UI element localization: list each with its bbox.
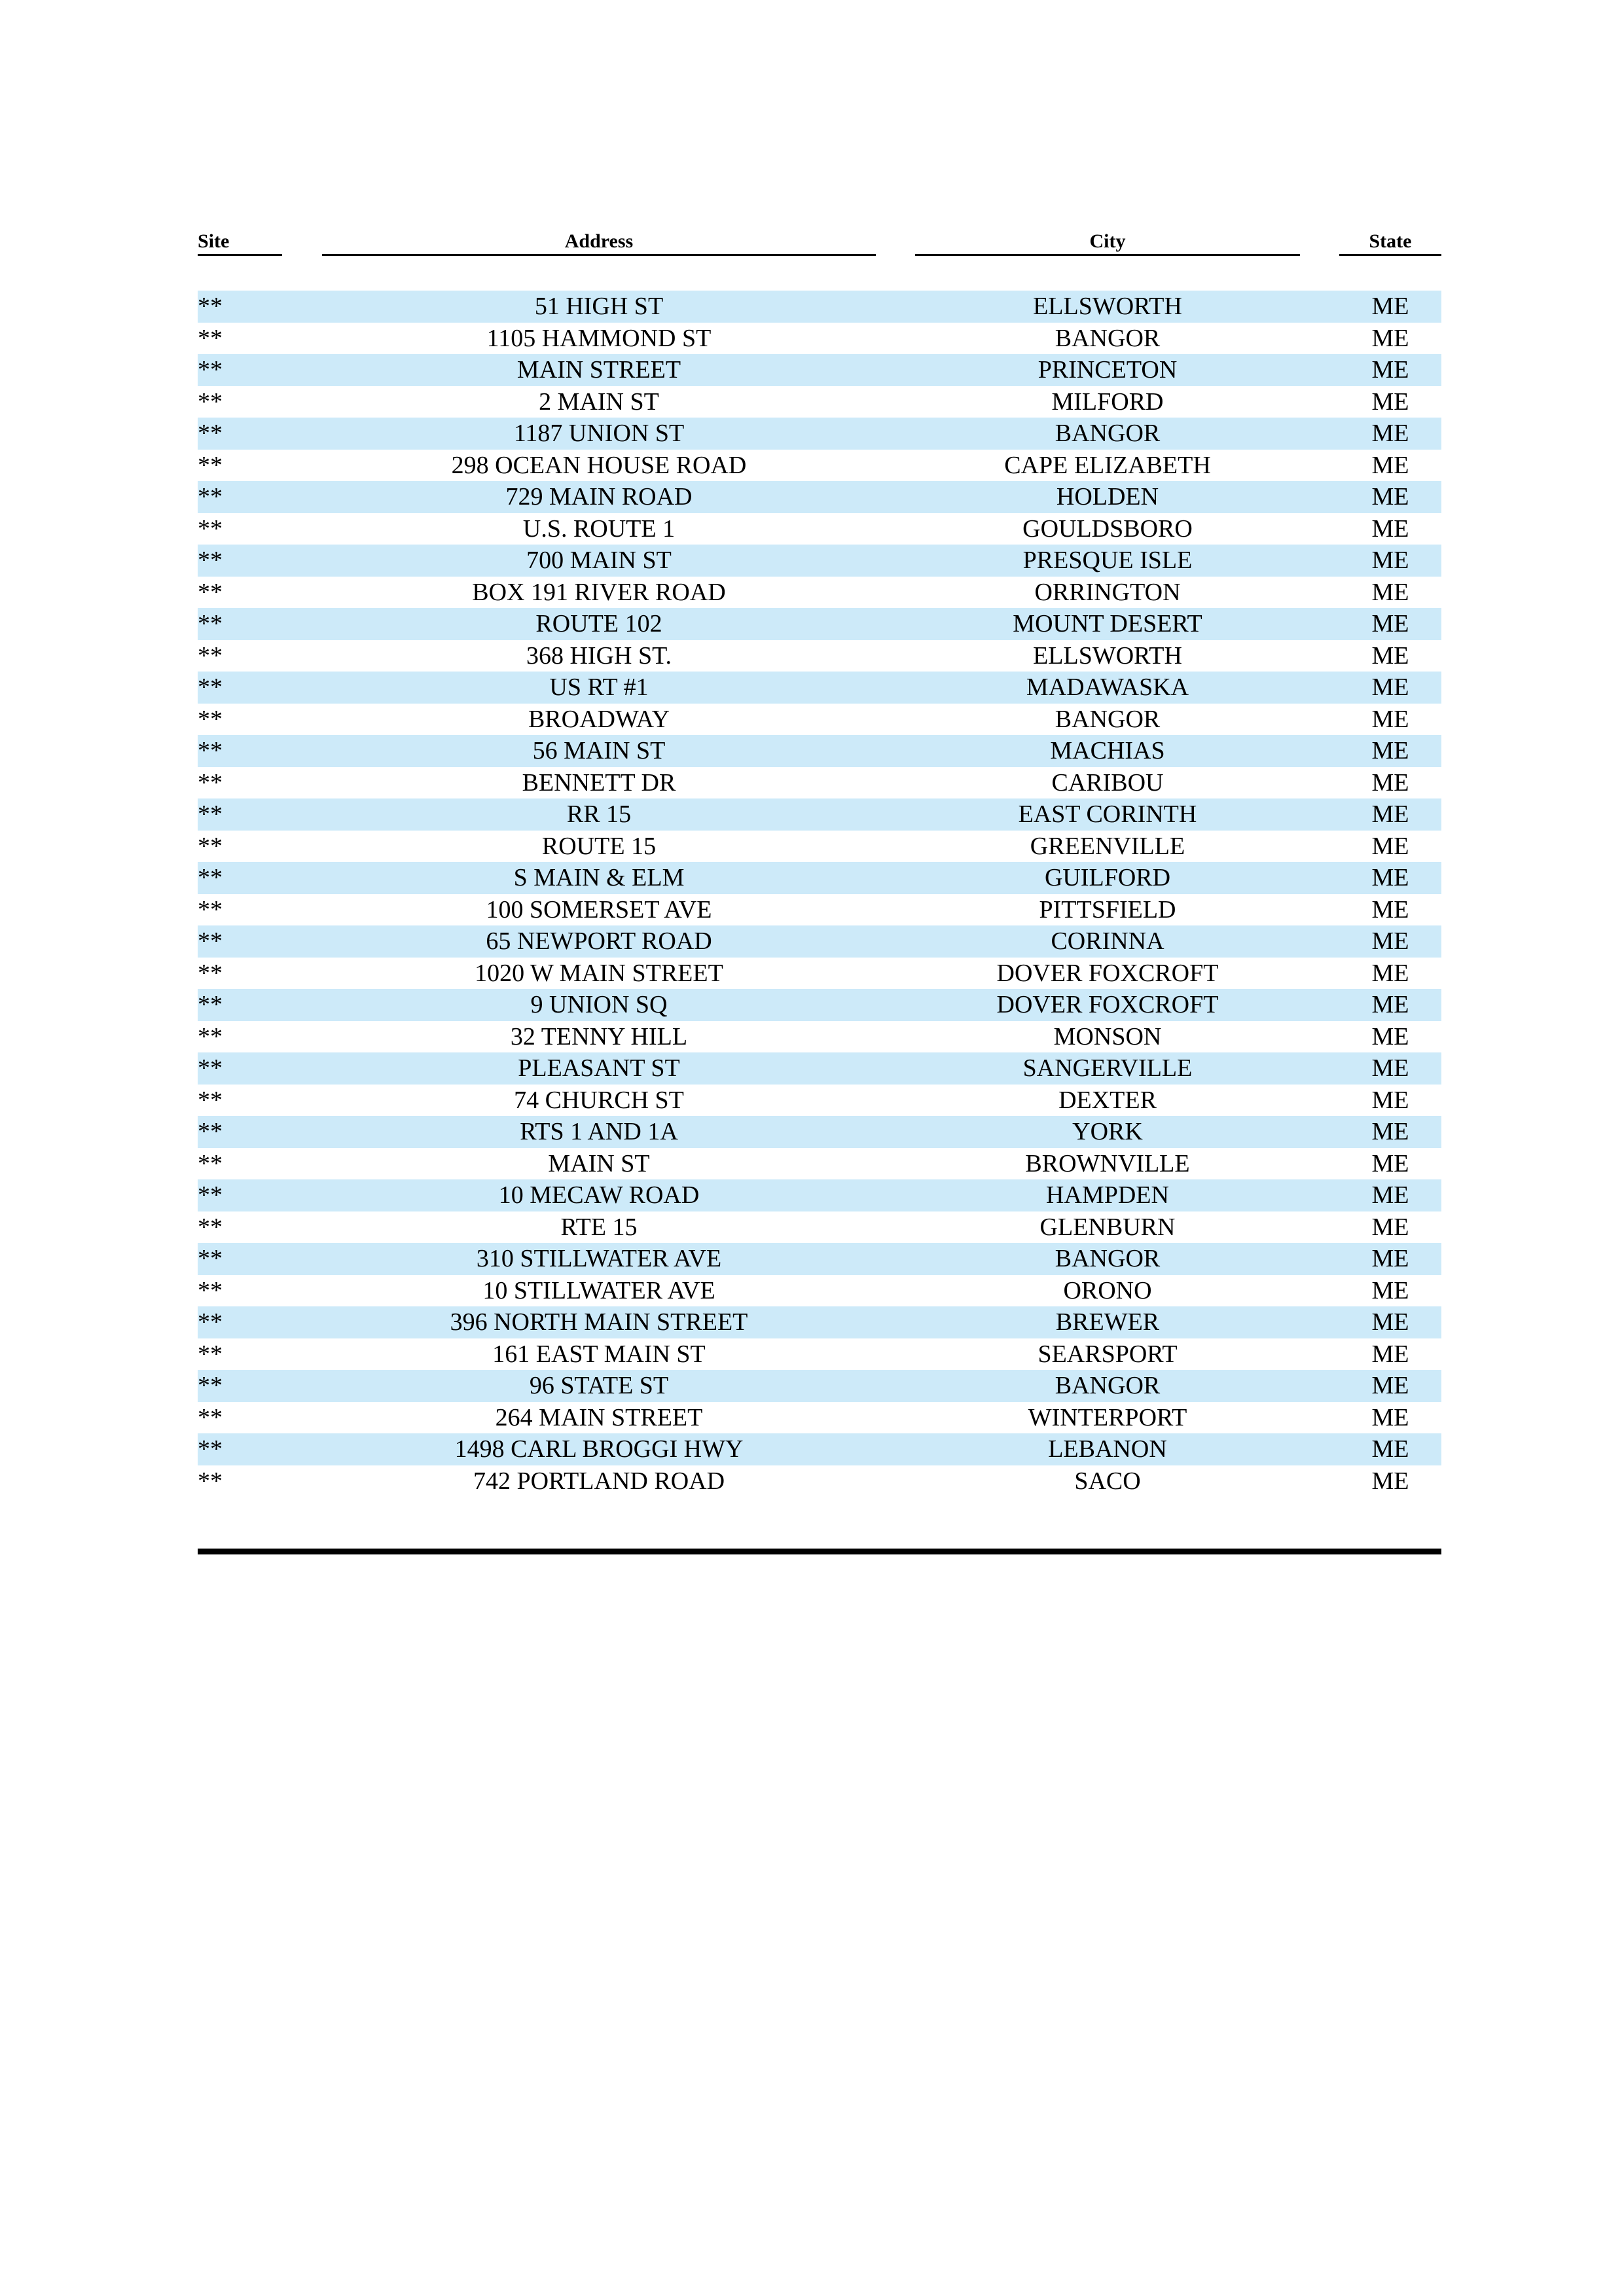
cell-city: EAST CORINTH xyxy=(1018,800,1197,828)
cell-city: MILFORD xyxy=(1051,387,1164,416)
table-row xyxy=(198,1433,1441,1465)
cell-state: ME xyxy=(1371,832,1409,860)
cell-city: MACHIAS xyxy=(1050,737,1165,764)
cell-city: SACO xyxy=(1074,1467,1141,1495)
table-body xyxy=(198,291,1441,1497)
cell-site: ** xyxy=(198,1022,223,1050)
table-row xyxy=(198,989,1441,1021)
cell-address: 2 MAIN ST xyxy=(539,387,659,416)
cell-state: ME xyxy=(1371,768,1409,797)
cell-state: ME xyxy=(1371,959,1409,987)
cell-address: 264 MAIN STREET xyxy=(495,1403,703,1431)
cell-address: 10 STILLWATER AVE xyxy=(482,1276,715,1304)
table-row xyxy=(198,1243,1441,1275)
cell-address: US RT #1 xyxy=(549,673,649,701)
cell-city: BANGOR xyxy=(1055,1245,1161,1272)
cell-address: PLEASANT ST xyxy=(518,1054,680,1082)
cell-state: ME xyxy=(1371,800,1409,828)
cell-state: ME xyxy=(1371,1340,1409,1368)
cell-address: 65 NEWPORT ROAD xyxy=(486,927,712,955)
cell-state: ME xyxy=(1371,895,1409,924)
cell-address: BROADWAY xyxy=(528,705,670,733)
cell-address: 9 UNION SQ xyxy=(530,991,668,1018)
cell-address: 742 PORTLAND ROAD xyxy=(473,1467,725,1495)
cell-address: 1020 W MAIN STREET xyxy=(475,959,723,987)
cell-site: ** xyxy=(198,959,223,987)
cell-state: ME xyxy=(1371,610,1409,637)
table-row xyxy=(198,608,1441,640)
cell-city: MONSON xyxy=(1053,1022,1162,1050)
cell-address: 368 HIGH ST. xyxy=(526,641,672,670)
table-row xyxy=(198,1211,1441,1244)
cell-state: ME xyxy=(1371,387,1409,416)
table-row xyxy=(198,1179,1441,1211)
cell-site: ** xyxy=(198,991,223,1018)
cell-site: ** xyxy=(198,864,223,891)
cell-city: BANGOR xyxy=(1055,1372,1161,1399)
cell-address: 74 CHURCH ST xyxy=(514,1086,684,1114)
cell-city: SANGERVILLE xyxy=(1022,1054,1193,1082)
table-row xyxy=(198,481,1441,513)
cell-address: 32 TENNY HILL xyxy=(510,1022,688,1050)
table-row xyxy=(198,672,1441,704)
cell-address: 56 MAIN ST xyxy=(532,737,666,764)
table-row xyxy=(198,1306,1441,1338)
cell-site: ** xyxy=(198,705,223,733)
cell-city: BANGOR xyxy=(1055,324,1161,352)
cell-city: BREWER xyxy=(1055,1308,1160,1336)
table-row xyxy=(198,418,1441,450)
cell-address: 96 STATE ST xyxy=(529,1372,669,1399)
table-row xyxy=(198,798,1441,831)
table-row xyxy=(198,1052,1441,1085)
cell-city: DEXTER xyxy=(1058,1086,1157,1114)
cell-city: PRESQUE ISLE xyxy=(1022,547,1193,574)
cell-state: ME xyxy=(1371,1054,1409,1082)
cell-city: CARIBOU xyxy=(1051,768,1164,797)
cell-city: CORINNA xyxy=(1051,927,1164,955)
table-row xyxy=(198,894,1441,926)
column-header-site: Site xyxy=(198,230,282,256)
cell-site: ** xyxy=(198,356,223,384)
cell-state: ME xyxy=(1371,1276,1409,1304)
cell-address: S MAIN & ELM xyxy=(513,864,685,891)
cell-state: ME xyxy=(1371,293,1409,320)
site-address-table xyxy=(198,230,1441,1495)
table-row xyxy=(198,545,1441,577)
cell-city: PRINCETON xyxy=(1038,356,1178,384)
cell-state: ME xyxy=(1371,1086,1409,1114)
cell-site: ** xyxy=(198,578,223,606)
cell-state: ME xyxy=(1371,483,1409,511)
cell-site: ** xyxy=(198,737,223,764)
cell-site: ** xyxy=(198,1467,223,1495)
cell-site: ** xyxy=(198,1181,223,1209)
cell-site: ** xyxy=(198,1403,223,1431)
table-row xyxy=(198,1275,1441,1307)
cell-state: ME xyxy=(1371,420,1409,447)
cell-state: ME xyxy=(1371,673,1409,701)
cell-city: GOULDSBORO xyxy=(1022,514,1193,543)
cell-site: ** xyxy=(198,1245,223,1272)
cell-state: ME xyxy=(1371,1435,1409,1463)
cell-city: YORK xyxy=(1072,1118,1143,1145)
table-row xyxy=(198,291,1441,323)
table-row xyxy=(198,1465,1441,1498)
cell-city: ORRINGTON xyxy=(1034,578,1181,606)
cell-address: RTE 15 xyxy=(560,1213,638,1241)
table-header-row xyxy=(198,230,1441,257)
cell-site: ** xyxy=(198,1340,223,1368)
cell-state: ME xyxy=(1371,1022,1409,1050)
cell-city: SEARSPORT xyxy=(1038,1340,1178,1368)
cell-city: ELLSWORTH xyxy=(1033,641,1182,670)
cell-address: U.S. ROUTE 1 xyxy=(522,514,676,543)
table-row xyxy=(198,354,1441,386)
cell-site: ** xyxy=(198,927,223,955)
cell-state: ME xyxy=(1371,1213,1409,1241)
table-row xyxy=(198,704,1441,736)
cell-address: 10 MECAW ROAD xyxy=(498,1181,700,1209)
cell-state: ME xyxy=(1371,1118,1409,1145)
cell-address: ROUTE 102 xyxy=(535,610,662,637)
cell-address: BOX 191 RIVER ROAD xyxy=(472,578,726,606)
cell-city: DOVER FOXCROFT xyxy=(996,959,1219,987)
cell-site: ** xyxy=(198,800,223,828)
cell-state: ME xyxy=(1371,514,1409,543)
cell-city: HOLDEN xyxy=(1056,483,1159,511)
cell-city: HAMPDEN xyxy=(1046,1181,1169,1209)
cell-address: 700 MAIN ST xyxy=(526,547,672,574)
cell-city: GREENVILLE xyxy=(1030,832,1185,860)
cell-state: ME xyxy=(1371,1149,1409,1177)
cell-address: 729 MAIN ROAD xyxy=(505,483,693,511)
cell-site: ** xyxy=(198,895,223,924)
cell-site: ** xyxy=(198,451,223,479)
cell-site: ** xyxy=(198,1118,223,1145)
column-header-city: City xyxy=(915,230,1300,256)
table-row xyxy=(198,831,1441,863)
cell-state: ME xyxy=(1371,451,1409,479)
cell-site: ** xyxy=(198,1435,223,1463)
cell-address: BENNETT DR xyxy=(522,768,676,797)
table-row xyxy=(198,767,1441,799)
cell-address: MAIN STREET xyxy=(516,356,681,384)
table-row xyxy=(198,323,1441,355)
cell-site: ** xyxy=(198,832,223,860)
cell-city: BANGOR xyxy=(1055,420,1161,447)
cell-address: 1105 HAMMOND ST xyxy=(486,324,712,352)
cell-site: ** xyxy=(198,1308,223,1336)
table-row xyxy=(198,1402,1441,1434)
cell-city: DOVER FOXCROFT xyxy=(996,991,1219,1018)
cell-address: 1187 UNION ST xyxy=(513,420,685,447)
cell-site: ** xyxy=(198,1054,223,1082)
cell-site: ** xyxy=(198,641,223,670)
table-row xyxy=(198,1116,1441,1148)
cell-city: BANGOR xyxy=(1055,705,1161,733)
cell-state: ME xyxy=(1371,705,1409,733)
bottom-divider xyxy=(198,1549,1441,1554)
cell-city: LEBANON xyxy=(1048,1435,1167,1463)
table-row xyxy=(198,577,1441,609)
table-row xyxy=(198,386,1441,418)
cell-site: ** xyxy=(198,1276,223,1304)
column-header-state: State xyxy=(1339,230,1441,256)
cell-address: 1498 CARL BROGGI HWY xyxy=(454,1435,744,1463)
cell-address: 100 SOMERSET AVE xyxy=(486,895,712,924)
cell-state: ME xyxy=(1371,578,1409,606)
cell-address: 51 HIGH ST xyxy=(534,293,664,320)
cell-city: PITTSFIELD xyxy=(1039,895,1176,924)
table-row xyxy=(198,450,1441,482)
cell-address: ROUTE 15 xyxy=(541,832,657,860)
cell-city: ELLSWORTH xyxy=(1033,293,1182,320)
cell-site: ** xyxy=(198,768,223,797)
cell-site: ** xyxy=(198,610,223,637)
cell-city: WINTERPORT xyxy=(1028,1403,1187,1431)
cell-state: ME xyxy=(1371,356,1409,384)
cell-state: ME xyxy=(1371,927,1409,955)
cell-city: CAPE ELIZABETH xyxy=(1004,451,1211,479)
cell-address: RTS 1 AND 1A xyxy=(520,1118,678,1145)
cell-site: ** xyxy=(198,387,223,416)
table-row xyxy=(198,958,1441,990)
cell-address: 161 EAST MAIN ST xyxy=(492,1340,706,1368)
cell-address: RR 15 xyxy=(566,800,632,828)
cell-state: ME xyxy=(1371,1245,1409,1272)
cell-site: ** xyxy=(198,673,223,701)
cell-state: ME xyxy=(1371,1181,1409,1209)
table-row xyxy=(198,735,1441,767)
column-header-address: Address xyxy=(322,230,876,256)
cell-city: ORONO xyxy=(1063,1276,1152,1304)
cell-state: ME xyxy=(1371,1308,1409,1336)
table-row xyxy=(198,1021,1441,1053)
cell-state: ME xyxy=(1371,1467,1409,1495)
cell-site: ** xyxy=(198,420,223,447)
table-row xyxy=(198,640,1441,672)
cell-address: MAIN ST xyxy=(548,1149,650,1177)
cell-city: MADAWASKA xyxy=(1026,673,1189,701)
cell-state: ME xyxy=(1371,991,1409,1018)
table-row xyxy=(198,925,1441,958)
cell-site: ** xyxy=(198,1213,223,1241)
cell-state: ME xyxy=(1371,547,1409,574)
table-row xyxy=(198,1370,1441,1402)
cell-state: ME xyxy=(1371,864,1409,891)
cell-site: ** xyxy=(198,514,223,543)
cell-site: ** xyxy=(198,1372,223,1399)
cell-site: ** xyxy=(198,293,223,320)
cell-site: ** xyxy=(198,547,223,574)
table-row xyxy=(198,1085,1441,1117)
cell-city: GLENBURN xyxy=(1039,1213,1176,1241)
cell-site: ** xyxy=(198,1086,223,1114)
cell-state: ME xyxy=(1371,737,1409,764)
cell-state: ME xyxy=(1371,324,1409,352)
cell-city: BROWNVILLE xyxy=(1025,1149,1190,1177)
cell-state: ME xyxy=(1371,641,1409,670)
cell-state: ME xyxy=(1371,1403,1409,1431)
cell-address: 298 OCEAN HOUSE ROAD xyxy=(451,451,747,479)
table-row xyxy=(198,1338,1441,1371)
cell-site: ** xyxy=(198,324,223,352)
cell-site: ** xyxy=(198,1149,223,1177)
table-row xyxy=(198,862,1441,894)
cell-city: GUILFORD xyxy=(1044,864,1171,891)
cell-address: 396 NORTH MAIN STREET xyxy=(450,1308,748,1336)
cell-city: MOUNT DESERT xyxy=(1013,610,1202,637)
table-row xyxy=(198,1148,1441,1180)
cell-state: ME xyxy=(1371,1372,1409,1399)
table-row xyxy=(198,513,1441,545)
cell-site: ** xyxy=(198,483,223,511)
cell-address: 310 STILLWATER AVE xyxy=(476,1245,722,1272)
